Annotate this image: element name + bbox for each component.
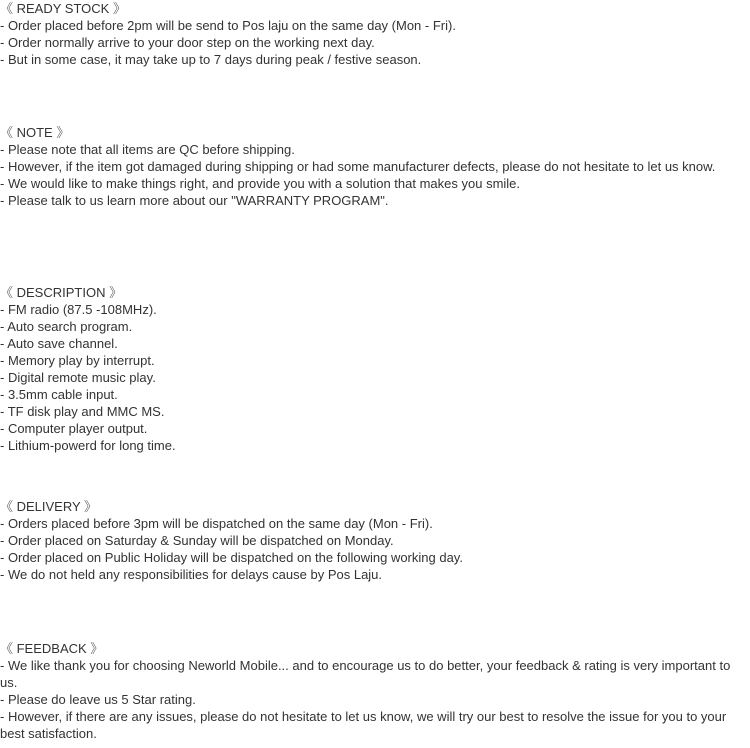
delivery-line: - Order placed on Public Holiday will be dispatched on the following working day. (0, 550, 463, 565)
description-line: - 3.5mm cable input. (0, 387, 118, 402)
description-line: - Auto search program. (0, 319, 133, 334)
description-line: - Auto save channel. (0, 336, 118, 351)
description-section (0, 284, 740, 454)
note-line: - We would like to make things right, and provide you with a solution that makes you smile. (0, 176, 521, 191)
description-heading: 《 DESCRIPTION 》 (0, 285, 123, 300)
description-line: - Memory play by interrupt. (0, 353, 155, 368)
note-line: - Please note that all items are QC before shipping. (0, 142, 295, 157)
feedback-line: - We like thank you for choosing Neworld Mobile... and to encourage us to do better, your feedback & rating is very important to us. (0, 658, 731, 690)
description-line: - FM radio (87.5 -108MHz). (0, 302, 157, 317)
delivery-line: - We do not held any responsibilities for delays cause by Pos Laju. (0, 567, 383, 582)
ready-stock-line: - Order placed before 2pm will be send to Pos laju on the same day (Mon - Fri). (0, 18, 456, 33)
ready-stock-line: - Order normally arrive to your door step on the working next day. (0, 35, 375, 50)
delivery-line: - Orders placed before 3pm will be dispatched on the same day (Mon - Fri). (0, 516, 433, 531)
note-line: - However, if the item got damaged during shipping or had some manufacturer defects, please do not hesitate to let us know. (0, 159, 716, 174)
delivery-section (0, 498, 740, 583)
delivery-heading: 《 DELIVERY 》 (0, 499, 98, 514)
description-line: - Lithium-powerd for long time. (0, 438, 176, 453)
feedback-heading: 《 FEEDBACK 》 (0, 641, 104, 656)
note-heading: 《 NOTE 》 (0, 125, 70, 140)
feedback-line: - However, if there are any issues, please do not hesitate to let us know, we will try our best to resolve the issue for you to your best satisfaction. (0, 709, 727, 741)
feedback-section (0, 640, 740, 742)
ready-stock-heading: 《 READY STOCK 》 (0, 1, 126, 16)
feedback-line: - Please do leave us 5 Star rating. (0, 692, 196, 707)
description-line: - Digital remote music play. (0, 370, 156, 385)
delivery-line: - Order placed on Saturday & Sunday will be dispatched on Monday. (0, 533, 394, 548)
description-line: - TF disk play and MMC MS. (0, 404, 165, 419)
note-line: - Please talk to us learn more about our "WARRANTY PROGRAM". (0, 193, 389, 208)
note-section (0, 124, 740, 209)
description-line: - Computer player output. (0, 421, 148, 436)
ready-stock-line: - But in some case, it may take up to 7 days during peak / festive season. (0, 52, 422, 67)
ready-stock-section (0, 0, 740, 68)
